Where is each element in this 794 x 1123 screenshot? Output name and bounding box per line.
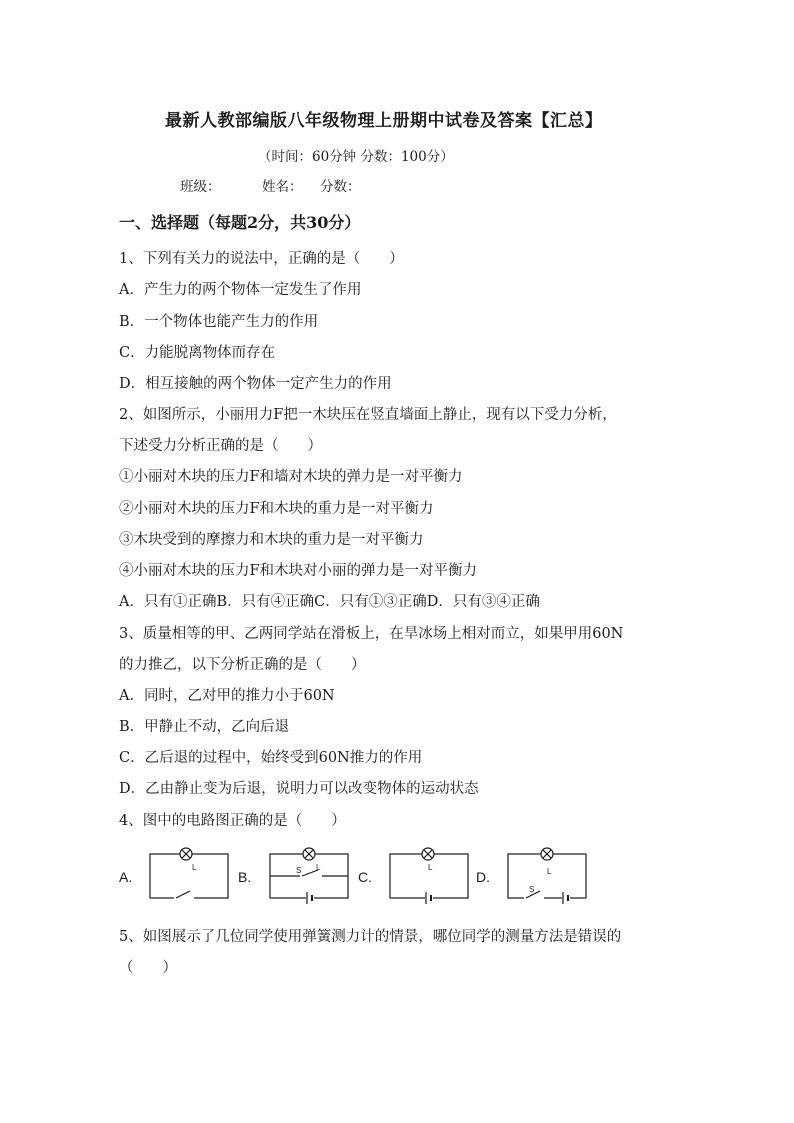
circuit-option-a: A.: [119, 869, 133, 885]
section-title: 一、选择题（每题2分，共30分）: [119, 213, 361, 232]
question-2-stem-line-1: 2、如图所示，小丽用力F把一木块压在竖直墙面上静止，现有以下受力分析，: [119, 407, 617, 423]
question-5-stem-line-2: （ ）: [119, 960, 177, 976]
circuit-d-lamp-label: L: [547, 867, 552, 876]
circuit-c-wire: [390, 854, 468, 898]
circuit-c: [390, 848, 468, 904]
question-3-option-c: C．乙后退的过程中，始终受到60N推力的作用: [119, 750, 423, 766]
question-3-stem-line-1: 3、质量相等的甲、乙两同学站在滑板上，在旱冰场上相对而立，如果甲用60N: [119, 626, 624, 642]
question-4-circuit-diagrams: [110, 840, 610, 910]
question-3-option-a: A．同时，乙对甲的推力小于60N: [119, 688, 335, 704]
score-label: 分数：: [320, 179, 361, 195]
circuit-b-lamp-label: L: [316, 863, 321, 872]
circuit-d-switch-label: S: [529, 885, 535, 894]
question-1-stem: 1、下列有关力的说法中，正确的是（ ）: [119, 251, 404, 267]
question-3-option-b: B．甲静止不动，乙向后退: [119, 719, 290, 735]
question-1-option-d: D．相互接触的两个物体一定产生力的作用: [119, 376, 392, 392]
circuit-b-switch-label: S: [296, 866, 302, 875]
question-2-stem-line-2: 下述受力分析正确的是（ ）: [119, 438, 322, 454]
class-label: 班级：: [180, 179, 221, 195]
circuit-b: [270, 848, 348, 904]
question-5-stem-line-1: 5、如图展示了几位同学使用弹簧测力计的情景，哪位同学的测量方法是错误的: [119, 929, 622, 945]
circuit-option-b: B.: [238, 869, 252, 885]
circuit-a-lamp-label: L: [192, 863, 197, 872]
question-1-option-b: B．一个物体也能产生力的作用: [119, 314, 319, 330]
question-2-statement-4: ④小丽对木块的压力F和木块对小丽的弹力是一对平衡力: [119, 563, 478, 579]
question-3-stem-line-2: 的力推乙，以下分析正确的是（ ）: [119, 657, 366, 673]
question-4-stem: 4、图中的电路图正确的是（ ）: [119, 813, 346, 829]
question-2-statement-3: ③木块受到的摩擦力和木块的重力是一对平衡力: [119, 532, 424, 548]
question-2-statement-1: ①小丽对木块的压力F和墙对木块的弹力是一对平衡力: [119, 469, 463, 485]
exam-time-info: （时间：60分钟 分数：100分）: [258, 149, 454, 165]
page-title: 最新人教部编版八年级物理上册期中试卷及答案【汇总】: [165, 111, 603, 131]
question-2-statement-2: ②小丽对木块的压力F和木块的重力是一对平衡力: [119, 501, 434, 517]
question-3-option-d: D．乙由静止变为后退，说明力可以改变物体的运动状态: [119, 781, 479, 797]
circuit-option-c: C.: [358, 869, 372, 885]
name-label: 姓名：: [262, 179, 303, 195]
circuit-c-lamp-label: L: [428, 863, 433, 872]
circuit-d: [508, 848, 586, 904]
question-1-option-c: C．力能脱离物体而存在: [119, 345, 276, 361]
circuit-option-d: D.: [476, 869, 490, 885]
question-2-options: A．只有①正确B．只有④正确C．只有①③正确D．只有③④正确: [119, 594, 540, 610]
question-1-option-a: A．产生力的两个物体一定发生了作用: [119, 282, 362, 298]
circuit-a: [150, 848, 228, 898]
